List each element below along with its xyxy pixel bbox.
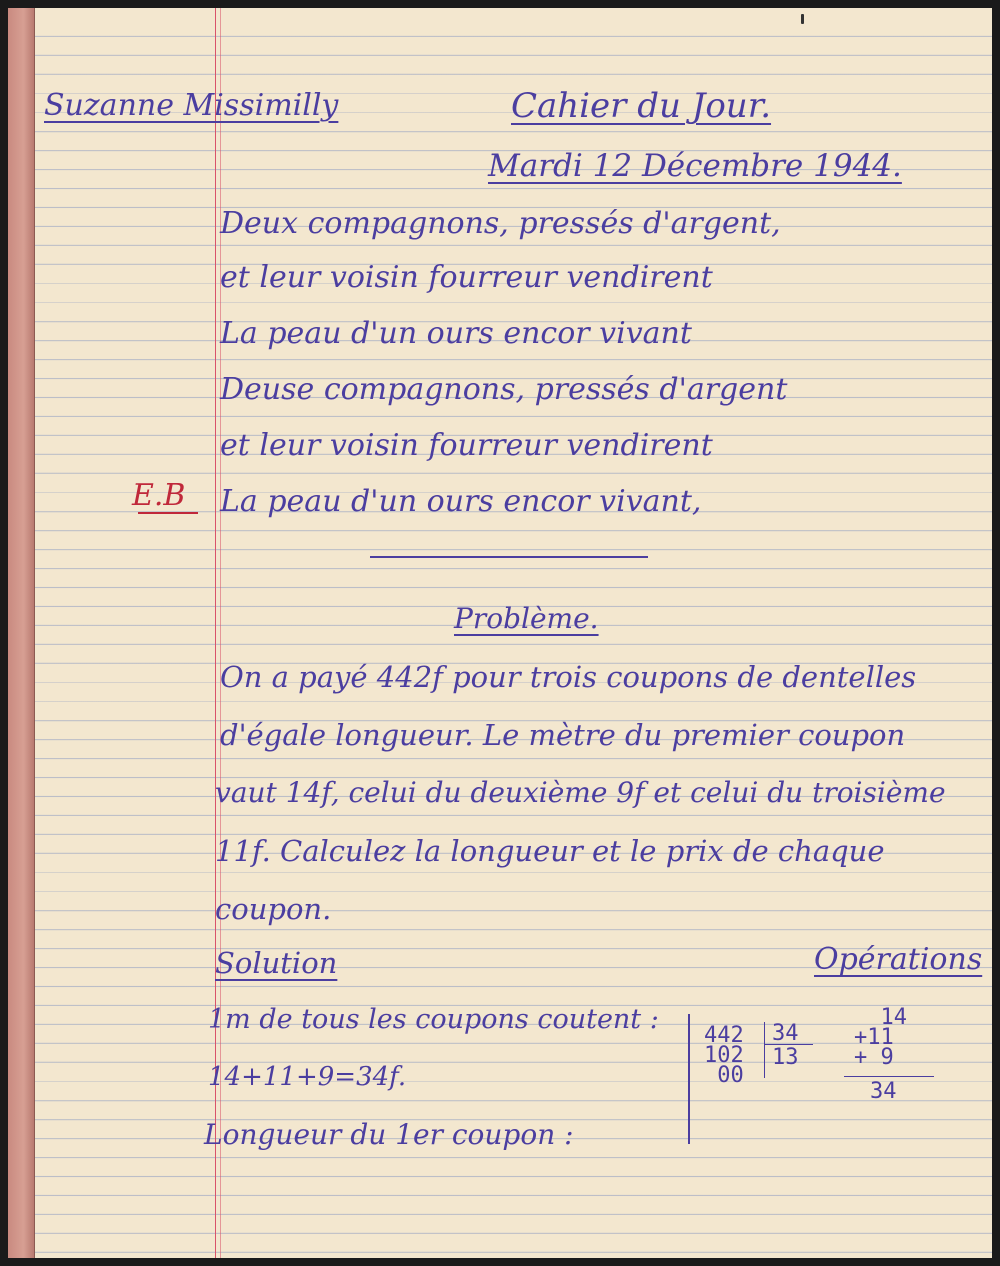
section-divider <box>370 556 648 558</box>
solution-heading: Solution <box>215 946 338 980</box>
notebook-page <box>8 8 992 1258</box>
dictation-line: La peau d'un ours encor vivant <box>220 316 692 351</box>
solution-line: 1m de tous les coupons coutent : <box>208 1004 659 1035</box>
division-dividend: 442 102 00 <box>704 1023 744 1088</box>
dictation-line: Deuse compagnons, pressés d'argent <box>220 372 788 407</box>
notebook-title: Cahier du Jour. <box>511 86 772 126</box>
operations-separator <box>688 1014 690 1144</box>
punch-mark <box>801 14 804 24</box>
solution-line: 14+11+9=34f. <box>208 1062 407 1092</box>
problem-line: coupon. <box>215 892 332 926</box>
problem-line: 11f. Calculez la longueur et le prix de chaque <box>215 834 885 868</box>
problem-line: On a payé 442f pour trois coupons de dentelles <box>220 660 917 694</box>
dictation-line: Deux compagnons, pressés d'argent, <box>220 206 781 241</box>
teacher-mark-underline <box>138 512 198 514</box>
operations-heading: Opérations <box>814 942 983 977</box>
dictation-line: et leur voisin fourreur vendirent <box>220 428 713 463</box>
addition-sum-line <box>844 1076 934 1077</box>
problem-line: d'égale longueur. Le mètre du premier coupon <box>220 718 906 752</box>
problem-title: Problème. <box>454 602 599 635</box>
dictation-line: La peau d'un ours encor vivant, <box>220 484 702 519</box>
teacher-mark: E.B <box>132 478 186 513</box>
division-bracket-vertical <box>764 1022 765 1078</box>
notebook-binding <box>8 8 35 1258</box>
student-name: Suzanne Missimilly <box>44 88 339 123</box>
problem-line: vaut 14f, celui du deuxième 9f et celui du troisième <box>215 776 946 809</box>
dictation-line: et leur voisin fourreur vendirent <box>220 260 713 295</box>
addition-result: 34 <box>870 1079 897 1104</box>
division-quotient: 13 <box>772 1045 799 1070</box>
solution-line: Longueur du 1er coupon : <box>204 1118 574 1151</box>
page-date: Mardi 12 Décembre 1944. <box>488 148 902 184</box>
addition-operands: 14 +11 + 9 <box>854 1005 907 1070</box>
division-divisor: 34 <box>772 1021 799 1046</box>
